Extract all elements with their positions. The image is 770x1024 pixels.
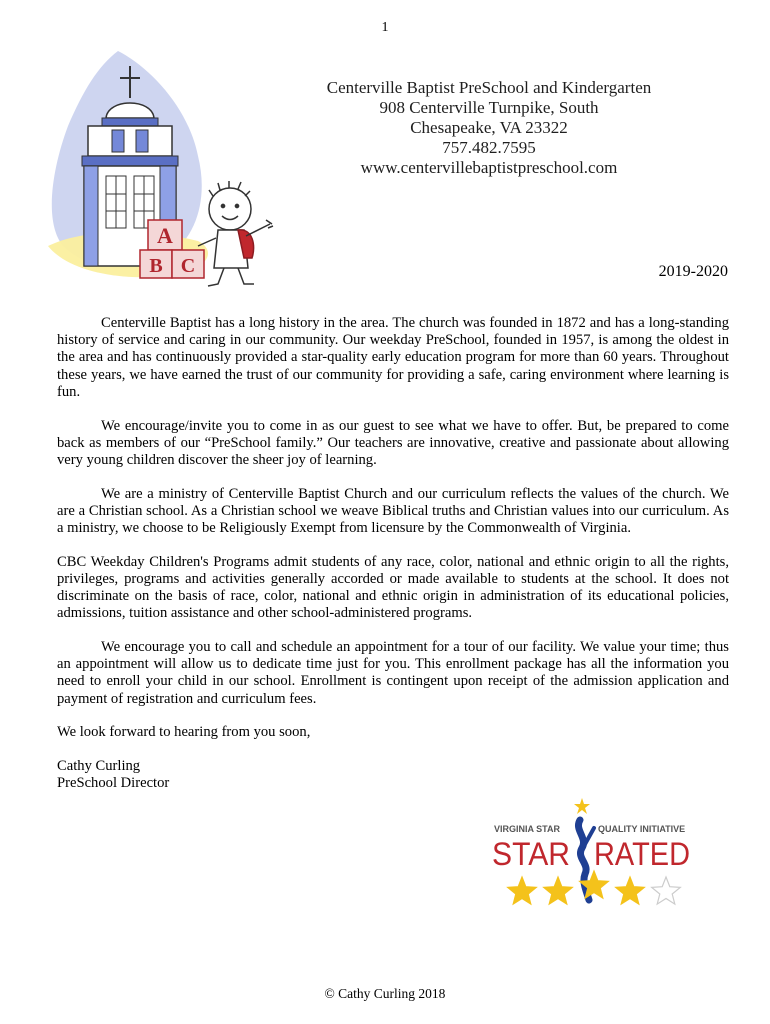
star-empty-icon xyxy=(652,877,681,904)
star-rated-logo xyxy=(490,790,700,915)
paragraph-history: Centerville Baptist has a long history in the area. The church was founded in 1872 and has a long-standing history of service and caring in our community. Our weekday PreSchool, founded in 1957, is among the oldest in the area and has continuously provided a star-quality early education program for more than 60 years. Throughout these years, we have earned the trust of our community for providing a safe, caring environment where learning is fun. xyxy=(57,315,729,400)
signature-title: PreSchool Director xyxy=(57,775,170,792)
signature-name: Cathy Curling xyxy=(57,758,141,775)
star-logo-word-left: STAR xyxy=(492,836,570,872)
copyright-footer: © Cathy Curling 2018 xyxy=(324,986,446,1001)
website-link[interactable]: www.centervillebaptistpreschool.com xyxy=(360,158,618,177)
paragraph-ministry: We are a ministry of Centerville Baptist Church and our curriculum reflects the values of the church. We are a Christian school. As a Christian school we weave Biblical truths and Christian values into our curriculum. As a ministry, we choose to be Religiously Exempt from licensure by the Commonwealth of Virginia. xyxy=(57,485,729,537)
phone-number: 757.482.7595 xyxy=(442,138,536,157)
signature-block xyxy=(57,758,729,792)
paragraph-invitation: We encourage/invite you to come in as our guest to see what we have to offer. But, be prepared to come back as members of our “PreSchool family.” Our teachers are innovative, creative and passionate about allowing very young children discover the sheer joy of learning. xyxy=(57,417,729,468)
address-line2: Chesapeake, VA 23322 xyxy=(410,118,568,137)
rating-stars xyxy=(508,871,681,904)
school-logo xyxy=(48,46,288,292)
paragraph-appointment: We encourage you to call and schedule an appointment for a tour of our facility. We value your time; thus an appointment will allow us to dedicate time just for you. This enrollment package has all the information you need to enroll your child in our school. Enrollment is contingent upon receipt of the admission application and payment of registration and curriculum fees. xyxy=(57,639,729,707)
school-name: Centerville Baptist PreSchool and Kindergarten xyxy=(326,78,652,97)
block-a-letter: A xyxy=(157,223,173,248)
closing-line: We look forward to hearing from you soon, xyxy=(57,724,311,741)
star-filled-icon xyxy=(508,877,537,904)
school-year: 2019-2020 xyxy=(658,263,728,280)
star-filled-icon xyxy=(544,877,573,904)
star-logo-line1-right: QUALITY INITIATIVE xyxy=(598,824,686,834)
block-b-letter: B xyxy=(149,255,163,277)
paragraph-nondiscrimination: CBC Weekday Children's Programs admit students of any race, color, national and ethnic origin to all the rights, privileges, programs and activities generally accorded or made available to students at the school. It does not discriminate on the basis of race, color, national and ethnic origin in administration of its educational policies, admissions, tuition assistance and other school-administered programs. xyxy=(57,553,729,622)
star-filled-icon xyxy=(616,877,645,904)
block-c-letter: C xyxy=(180,255,196,277)
address-line1: 908 Centerville Turnpike, South xyxy=(379,98,599,117)
school-header xyxy=(300,78,678,178)
page-number: 1 xyxy=(381,20,389,35)
star-logo-word-right: RATED xyxy=(594,836,690,872)
star-logo-line1-left: VIRGINIA STAR xyxy=(494,824,561,834)
letter-body xyxy=(57,315,729,792)
child-figure xyxy=(198,181,273,286)
